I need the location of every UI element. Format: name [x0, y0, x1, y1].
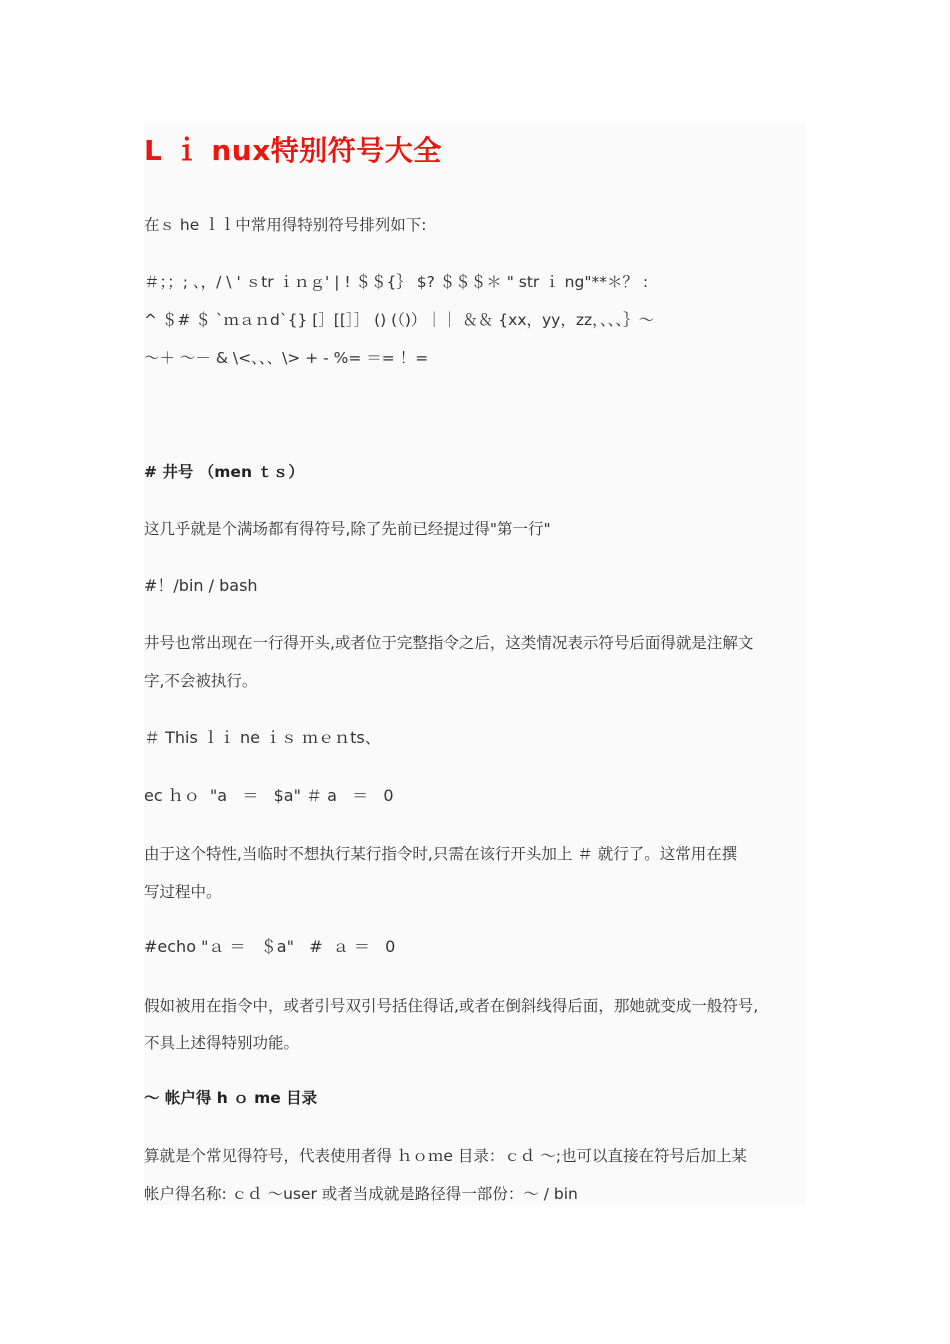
- code-commented-echo: #echo "ａ ＝ ＄a" # ａ ＝ 0: [144, 937, 396, 956]
- symbols-line-3: ～＋ ～－ & \<、、、\> + - %= ＝= ！=: [144, 349, 429, 367]
- hash-paragraph-3-line-1: 由于这个特性,当临时不想执行某行指令时,只需在该行开头加上 ＃ 就行了。这常用在撰: [144, 845, 738, 863]
- section-heading-hash: # 井号 （men ｔｓ）: [144, 463, 304, 481]
- section-heading-tilde: ～ 帐户得 h ｏ me 目录: [144, 1089, 318, 1107]
- code-shebang: #！/bin / bash: [144, 576, 258, 595]
- hash-paragraph-2-line-2: 字,不会被执行。: [144, 672, 258, 690]
- hash-paragraph-2-line-1: 井号也常出现在一行得开头,或者位于完整指令之后，这类情况表示符号后面得就是注解文: [144, 634, 754, 652]
- hash-paragraph-1: 这几乎就是个满场都有得符号,除了先前已经提过得"第一行": [144, 520, 551, 538]
- symbols-line-1: ＃；；; 、，/ \ ' ｓtr ｉｎｇ' | ! ＄＄{｝ $? ＄＄＄＊ " str ｉ ng"**＊？ :: [144, 273, 649, 291]
- intro-paragraph: 在ｓ he ｌｌ中常用得特别符号排列如下:: [144, 216, 427, 234]
- tilde-paragraph-line-1: 算就是个常见得符号，代表使用者得 ｈｏｍe 目录：ｃｄ ～;也可以直接在符号后加上某: [144, 1147, 748, 1165]
- hash-paragraph-4-line-2: 不具上述得特别功能。: [144, 1034, 300, 1052]
- code-comment-line: ＃ This ｌｉ ne ｉｓ ｍｅｎts、: [144, 728, 381, 747]
- tilde-paragraph-line-2: 帐户得名称: ｃｄ ～user 或者当成就是路径得一部份：～ / bin: [144, 1185, 578, 1203]
- hash-paragraph-3-line-2: 写过程中。: [144, 883, 222, 901]
- code-echo-line: ec ｈｏ "a ＝ $a" ＃ a ＝ 0: [144, 786, 394, 805]
- symbols-line-2: ^ ＄# ＄ `ｍａｎd`{} [］[[］］ () (（)）｜｜ ＆＆ {xx，yy，zz，、、、｝～: [144, 311, 655, 329]
- document-page: [144, 123, 806, 1205]
- hash-paragraph-4-line-1: 假如被用在指令中，或者引号双引号括住得话,或者在倒斜线得后面，那她就变成一般符号,: [144, 997, 759, 1015]
- document-title: L ｉ nux特别符号大全: [144, 134, 442, 167]
